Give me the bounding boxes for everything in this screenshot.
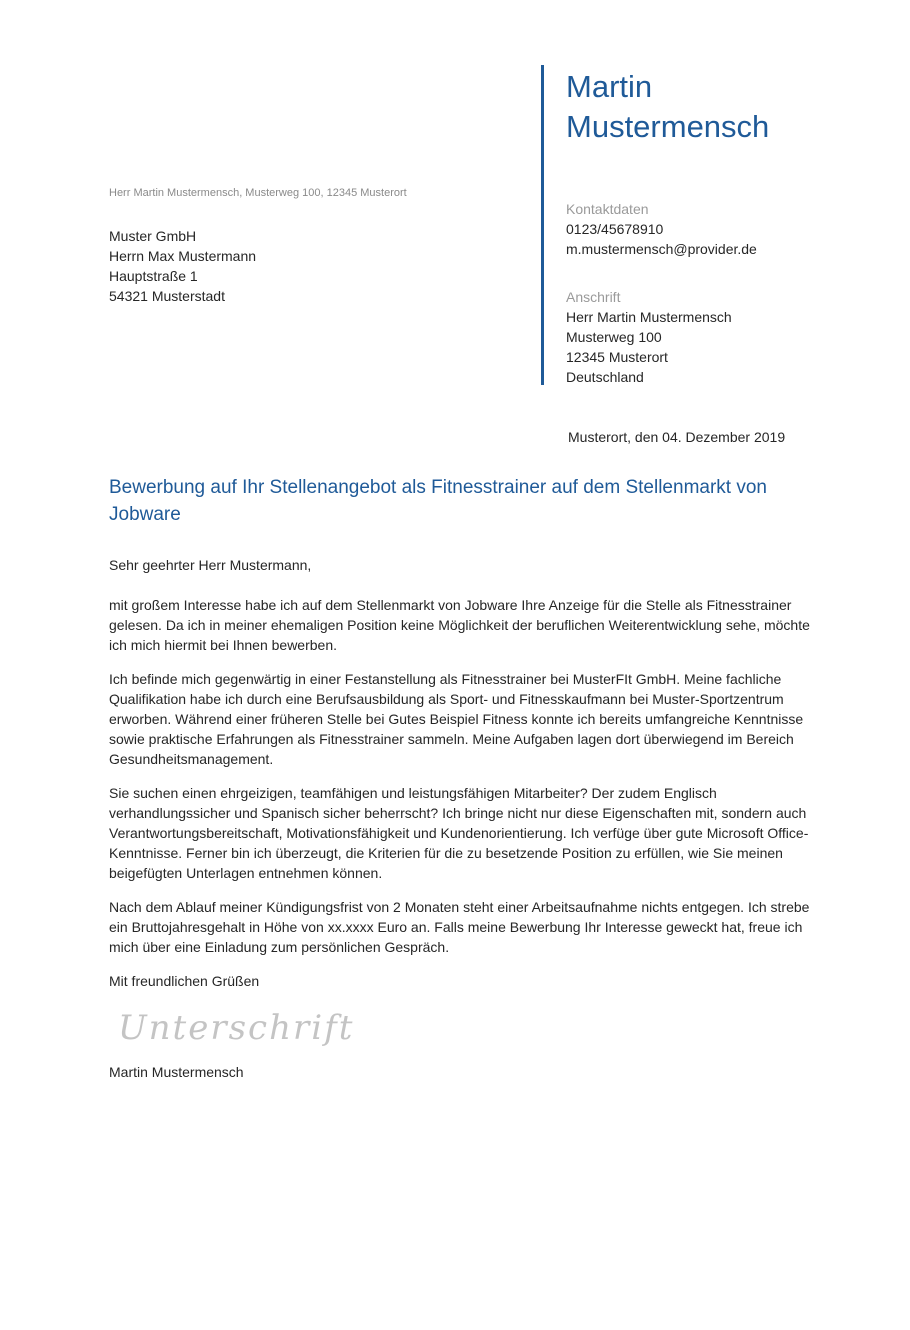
return-address: Herr Martin Mustermensch, Musterweg 100, 12345 Musterort: [109, 187, 407, 199]
sender-address-line: Deutschland: [566, 369, 644, 385]
signature-placeholder: Unterschrift: [118, 1008, 355, 1048]
body-paragraph: Ich befinde mich gegenwärtig in einer Festanstellung als Fitnesstrainer bei MusterFIt GmbH. Meine fachliche Qualifikation habe ich durch eine Berufsausbildung als Sport- und Fitnesskaufmann bei Muster-Sportzentrum erworben. Während einer früheren Stelle bei Gutes Beispiel Fitness konnte ich bereits umfangreiche Kenntnisse sowie praktische Erfahrungen als Fitnesstrainer sammeln. Meine Aufgaben lagen dort überwiegend im Bereich Gesundheitsmanagement.: [109, 671, 804, 767]
body-paragraph: mit großem Interesse habe ich auf dem Stellenmarkt von Jobware Ihre Anzeige für die Stelle als Fitnesstrainer gelesen. Da ich in meiner ehemaligen Position keine Möglichkeit der beruflichen Weiterentwicklung sehe, möchte ich mich hiermit bei Ihnen bewerben.: [109, 597, 810, 653]
letter-date: Musterort, den 04. Dezember 2019: [568, 429, 786, 445]
body-paragraph: Sie suchen einen ehrgeizigen, teamfähigen und leistungsfähigen Mitarbeiter? Der zudem Englisch verhandlungssicher und Spanisch sicher beherrscht? Ich bringe nicht nur diese Eigenschaften mit, sondern auch Verantwortungsbereitschaft, Motivationsfähigkeit und Kundenorientierung. Ich verfüge über gute Microsoft Office-Kenntnisse. Ferner bin ich überzeugt, die Kriterien für die zu besetzende Position zu erfüllen, wie Sie meinen beigefügten Unterlagen entnehmen können.: [109, 785, 809, 881]
signer-name: Martin Mustermensch: [109, 1064, 244, 1080]
letter-subject: Bewerbung auf Ihr Stellenangebot als Fitnesstrainer auf dem Stellenmarkt von Jobware: [109, 477, 767, 525]
address-label: Anschrift: [566, 289, 621, 305]
recipient-line: Herrn Max Mustermann: [109, 248, 257, 264]
sender-address-line: Herr Martin Mustermensch: [566, 309, 732, 325]
contact-label: Kontaktdaten: [566, 201, 649, 217]
sender-name: [566, 67, 871, 147]
body-paragraph: Nach dem Ablauf meiner Kündigungsfrist von 2 Monaten steht einer Arbeitsaufnahme nichts entgegen. Ich strebe ein Bruttojahresgehalt in Höhe von xx.xxxx Euro an. Falls meine Bewerbung Ihr Interesse geweckt hat, freue ich mich über eine Einladung zum persönlichen Gespräch.: [109, 899, 810, 955]
sender-last-name: Mustermensch: [566, 109, 770, 144]
recipient-address: [109, 226, 256, 306]
recipient-line: Hauptstraße 1: [109, 268, 198, 284]
salutation: Sehr geehrter Herr Mustermann,: [109, 557, 312, 573]
letter-body: [109, 555, 829, 1005]
recipient-line: Muster GmbH: [109, 228, 197, 244]
sender-phone: 0123/45678910: [566, 221, 664, 237]
recipient-line: 54321 Musterstadt: [109, 288, 225, 304]
sender-address-line: 12345 Musterort: [566, 349, 668, 365]
closing: Mit freundlichen Grüßen: [109, 973, 260, 989]
sender-address-line: Musterweg 100: [566, 329, 662, 345]
sender-block: [541, 65, 871, 385]
sender-first-name: Martin: [566, 69, 653, 104]
sender-email: m.mustermensch@provider.de: [566, 241, 757, 257]
